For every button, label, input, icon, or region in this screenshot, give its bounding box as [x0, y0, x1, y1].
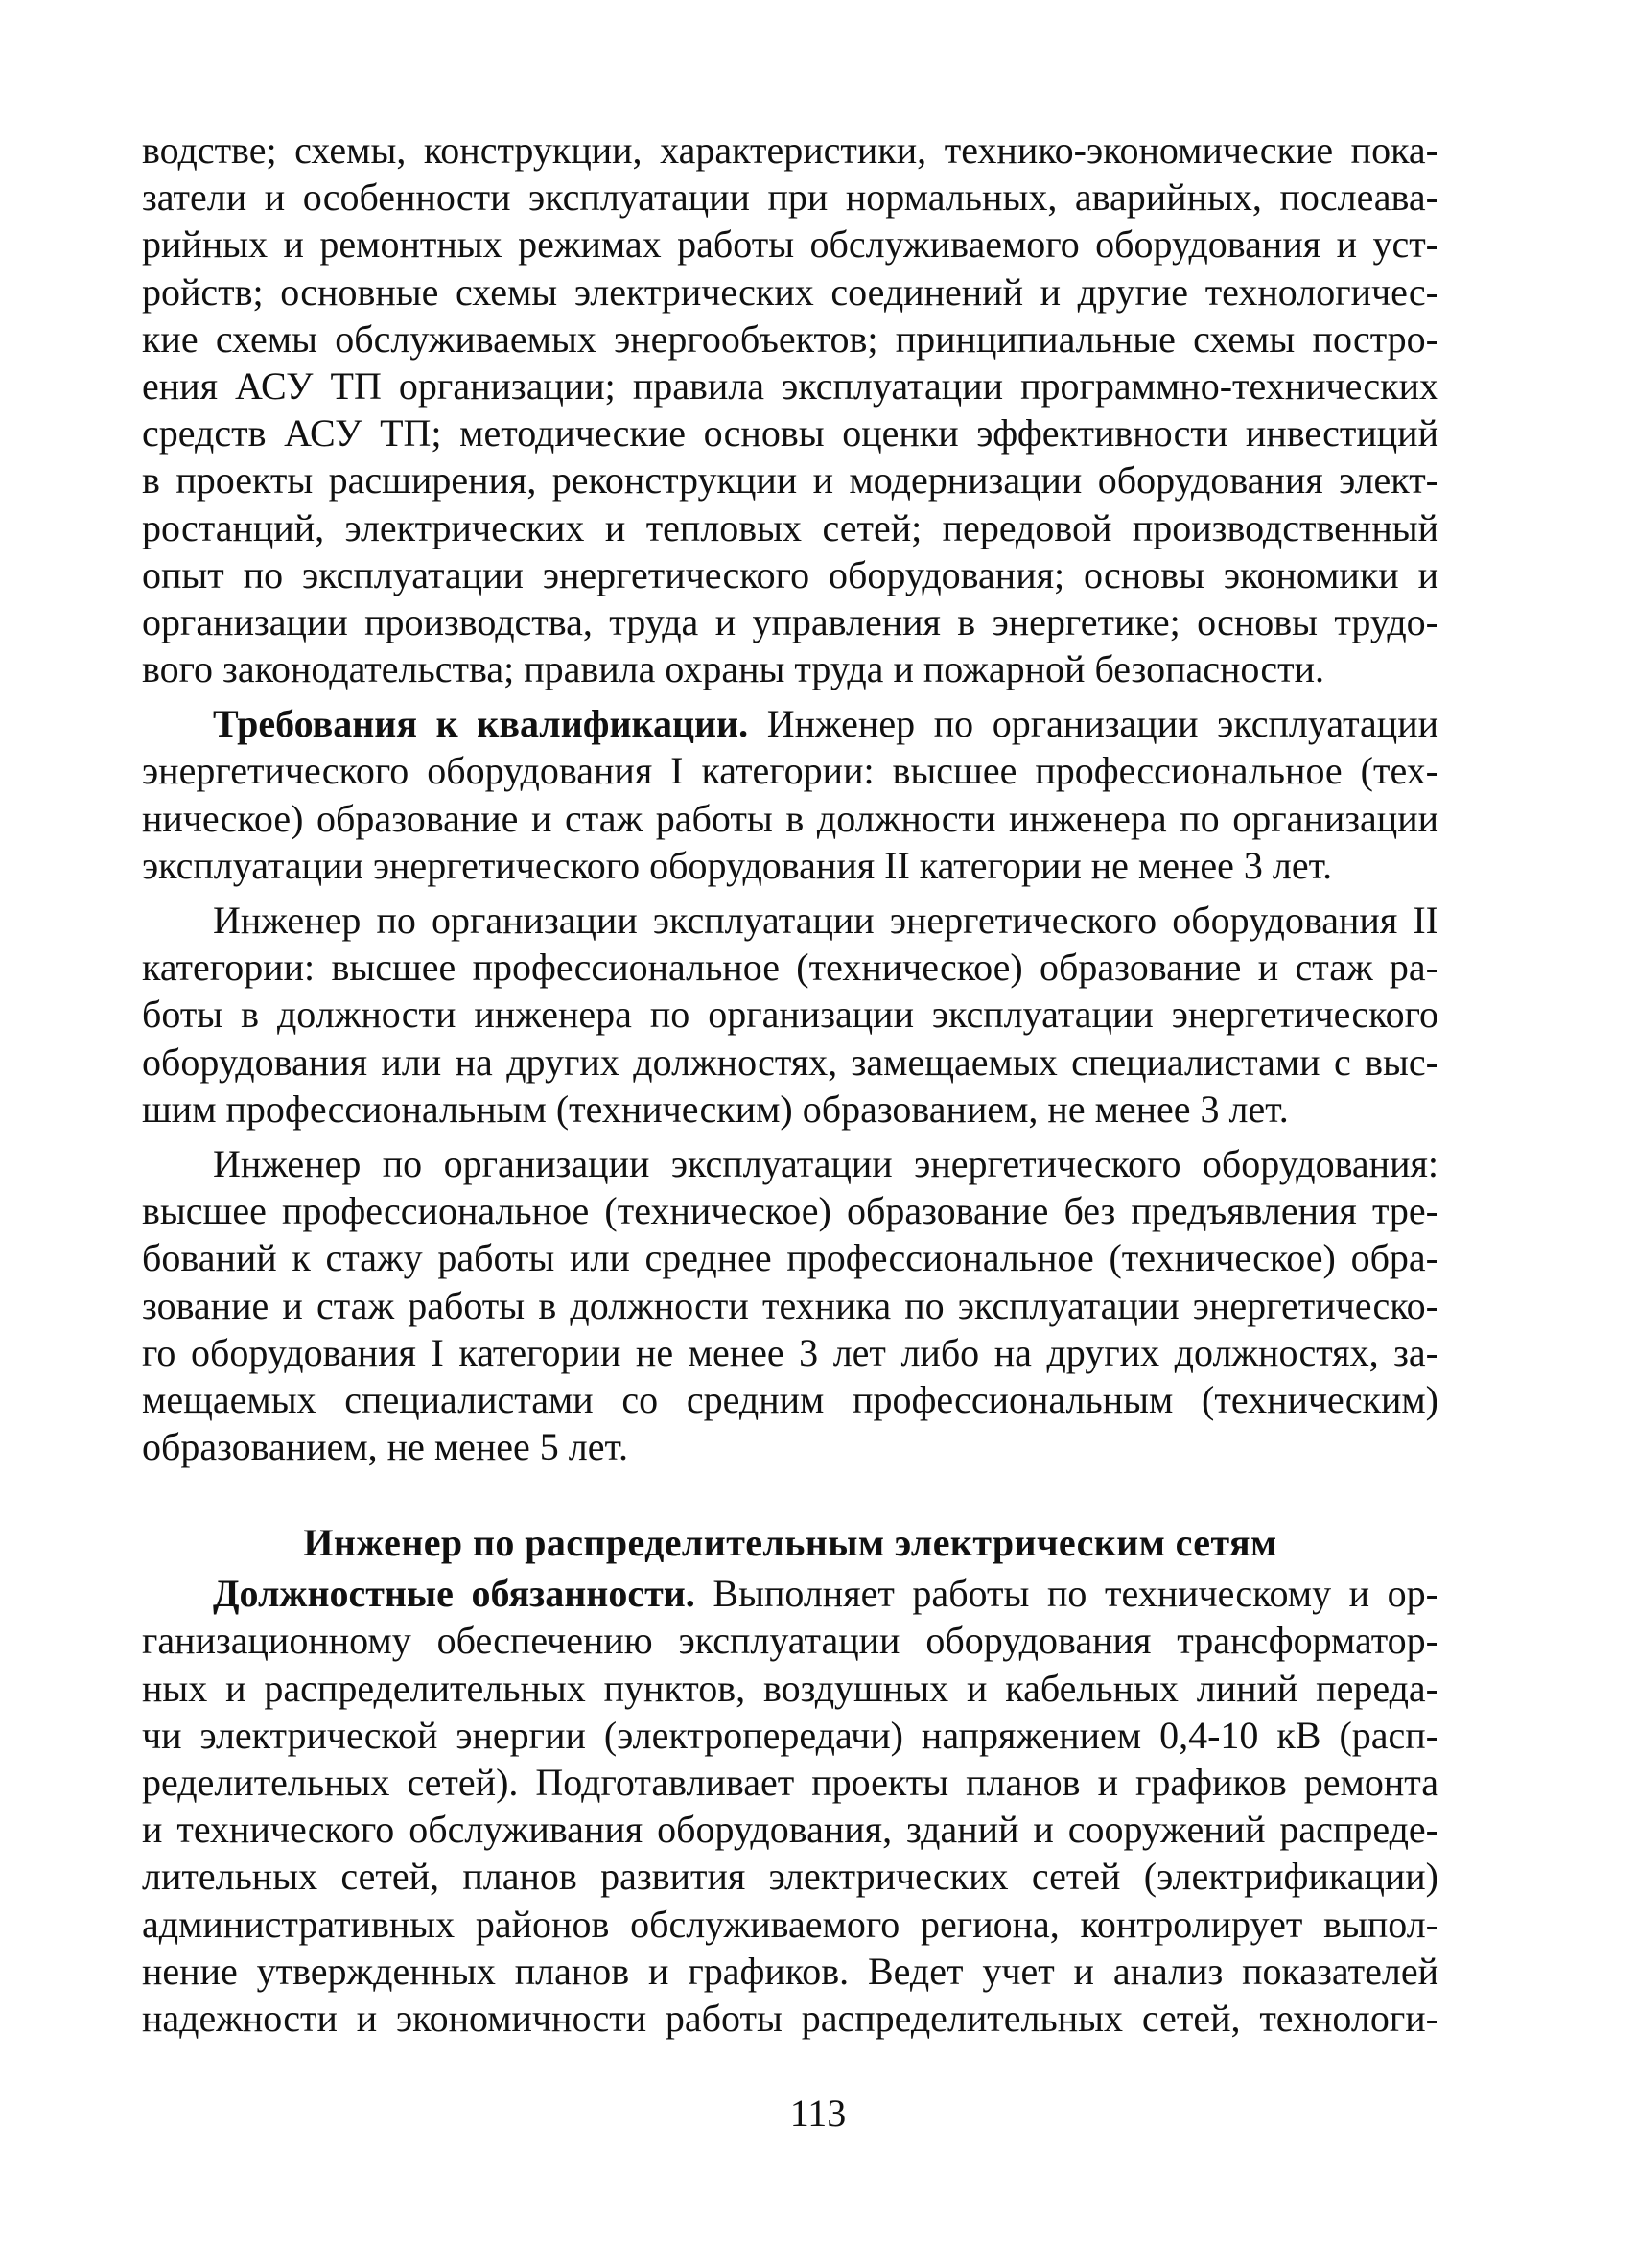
- text-line: надежности и экономичности работы распределительных сетей, технологи-: [142, 1996, 1438, 2040]
- text-line: опыт по эксплуатации энергетического оборудования; основы экономики и: [142, 552, 1438, 596]
- page-body: [142, 127, 1438, 2042]
- text-line: средств АСУ ТП; методические основы оценки эффективности инвестиций: [142, 411, 1438, 456]
- text-line: рийных и ремонтных режимах работы обслуживаемого оборудования и уст-: [142, 222, 1438, 267]
- duties-heading: Должностные обязанности.: [213, 1572, 695, 1616]
- text-line: в проекты расширения, реконструкции и модернизации оборудования элект-: [142, 458, 1438, 503]
- text-line: бований к стажу работы или среднее профессиональное (техническое) обра-: [142, 1236, 1438, 1280]
- paragraph-qualification-category-1: [142, 700, 1438, 889]
- text-line: зование и стаж работы в должности техника по эксплуатации энергетическо-: [142, 1283, 1438, 1327]
- text-line: и технического обслуживания оборудования, зданий и сооружений распреде-: [142, 1808, 1438, 1852]
- paragraph-qualification-category-2: [142, 897, 1438, 1133]
- text-line: лительных сетей, планов развития электрических сетей (электрификации): [142, 1855, 1438, 1899]
- text-line: оборудования или на других должностях, замещаемых специалистами с выс-: [142, 1040, 1438, 1084]
- text-line: ростанций, электрических и тепловых сетей; передовой производственный: [142, 505, 1438, 549]
- paragraph-duties: [142, 1570, 1438, 2042]
- page-number: 113: [789, 2092, 847, 2135]
- text-line: шим профессиональным (техническим) образованием, не менее 3 лет.: [142, 1087, 1289, 1131]
- text-line: затели и особенности эксплуатации при нормальных, аварийных, послеава-: [142, 175, 1438, 220]
- text-line: нение утвержденных планов и графиков. Ведет учет и анализ показателей: [142, 1949, 1438, 1993]
- text-line: категории: высшее профессиональное (техническое) образование и стаж ра-: [142, 946, 1438, 990]
- text-line: чи электрической энергии (электропередачи) напряжением 0,4-10 кВ (расп-: [142, 1713, 1438, 1757]
- text-line: энергетического оборудования I категории: высшее профессиональное (тех-: [142, 749, 1438, 793]
- text-line: ных и распределительных пунктов, воздушных и кабельных линий переда-: [142, 1666, 1438, 1710]
- text-line: ределительных сетей). Подготавливает проекты планов и графиков ремонта: [142, 1761, 1438, 1804]
- text-line: мещаемых специалистами со средним профессиональным (техническим): [142, 1377, 1438, 1421]
- text-line: ения АСУ ТП организации; правила эксплуатации программно-технических: [142, 363, 1438, 408]
- qualification-heading: Требования к квалификации.: [213, 702, 749, 746]
- text-line: ройств; основные схемы электрических соединений и другие технологичес-: [142, 269, 1438, 314]
- text-line: ническое) образование и стаж работы в должности инженера по организации: [142, 796, 1438, 840]
- text-fragment: Выполняет работы по техническому и ор-: [694, 1572, 1439, 1616]
- text-line: эксплуатации энергетического оборудования II категории не менее 3 лет.: [142, 843, 1333, 887]
- text-line: боты в должности инженера по организации эксплуатации энергетического: [142, 993, 1438, 1037]
- text-line: [142, 700, 1438, 747]
- text-line: высшее профессиональное (техническое) образование без предъявления тре-: [142, 1189, 1438, 1233]
- text-line: образованием, не менее 5 лет.: [142, 1425, 628, 1469]
- section-heading: Инженер по распределительным электрическим сетям: [303, 1521, 1277, 1565]
- text-line: вого законодательства; правила охраны труда и пожарной безопасности.: [142, 647, 1325, 691]
- text-line: административных районов обслуживаемого региона, контролирует выпол-: [142, 1902, 1438, 1946]
- text-line: кие схемы обслуживаемых энергообъектов; принципиальные схемы постро-: [142, 316, 1438, 361]
- text-fragment: Инженер по организации эксплуатации: [748, 702, 1439, 746]
- text-line: Инженер по организации эксплуатации энергетического оборудования:: [213, 1141, 1438, 1185]
- text-line: го оборудования I категории не менее 3 лет либо на других должностях, за-: [142, 1330, 1438, 1374]
- paragraph-knowledge-list: [142, 127, 1438, 692]
- text-line: Инженер по организации эксплуатации энергетического оборудования II: [213, 899, 1438, 942]
- text-line: ганизационному обеспечению эксплуатации оборудования трансформатор-: [142, 1619, 1438, 1663]
- text-line: водстве; схемы, конструкции, характеристики, технико-экономические пока-: [142, 129, 1438, 172]
- paragraph-qualification-base: [142, 1140, 1438, 1470]
- text-line: организации производства, труда и управления в энергетике; основы трудо-: [142, 599, 1438, 643]
- text-line: [142, 1570, 1438, 1617]
